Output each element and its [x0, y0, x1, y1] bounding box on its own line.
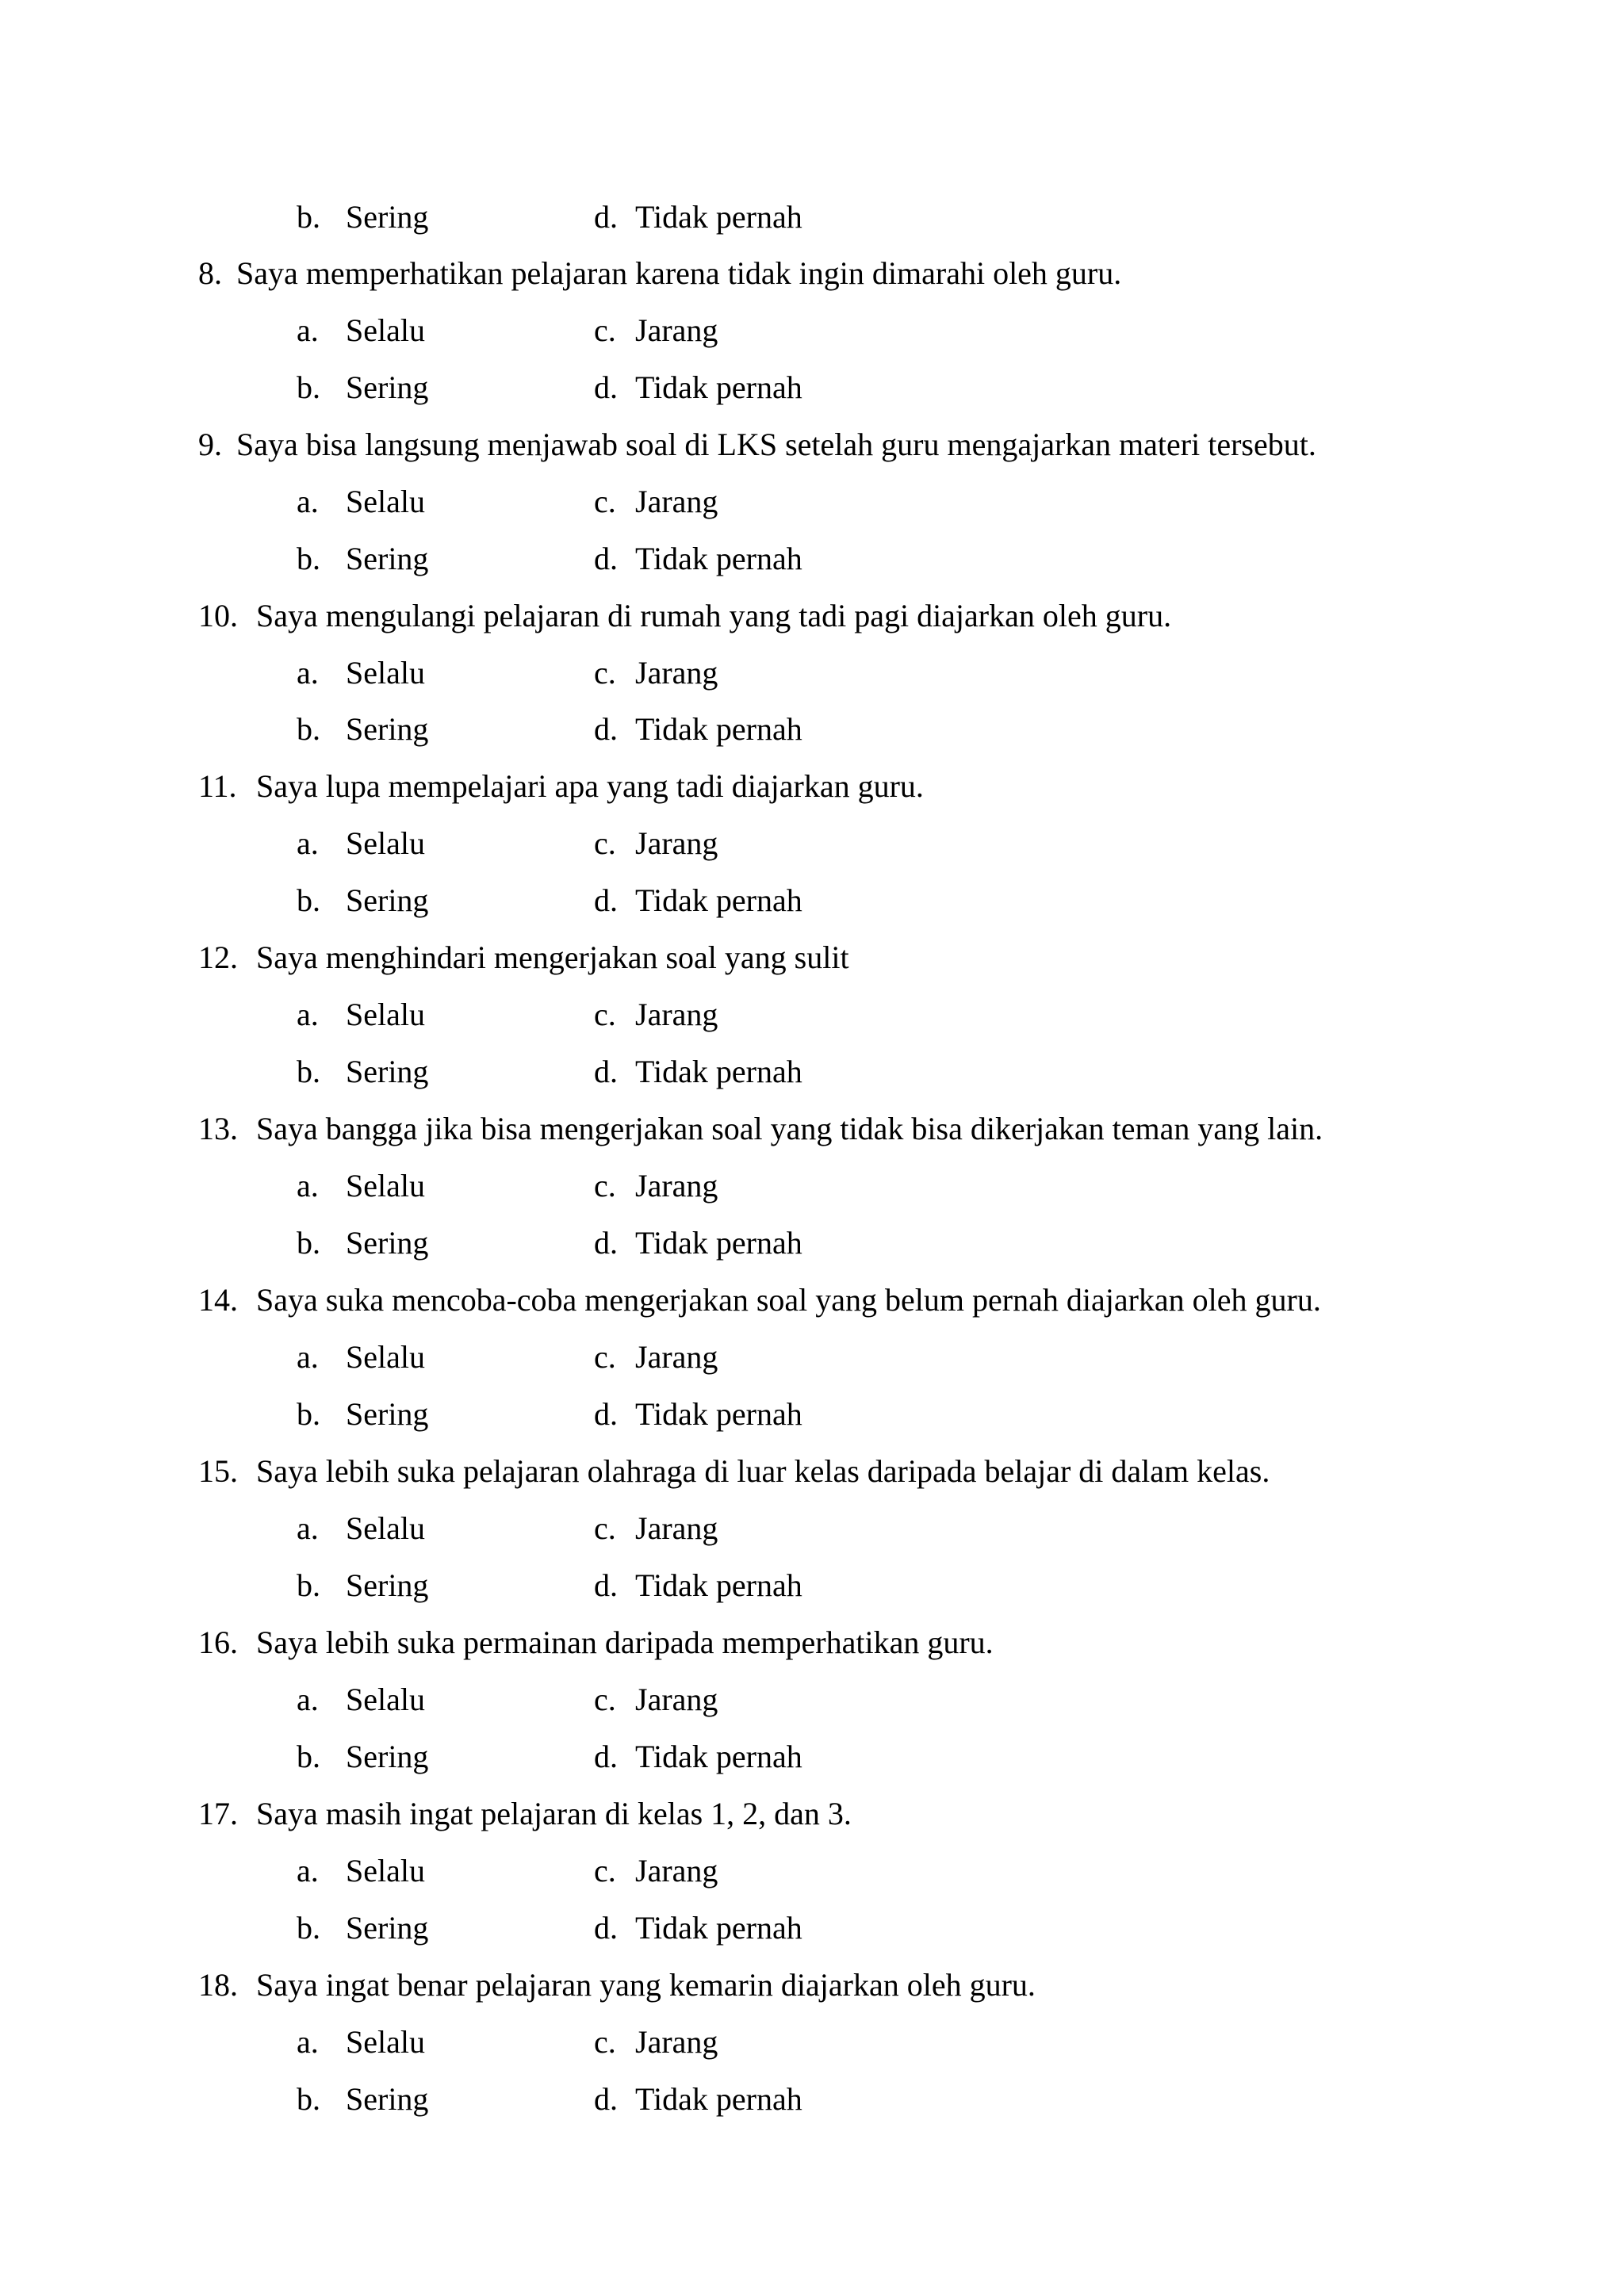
option-a-letter: a. — [297, 655, 319, 691]
option-b-text: Sering — [346, 711, 429, 747]
option-d-letter: d. — [594, 1396, 618, 1432]
option-d-letter: d. — [594, 199, 618, 235]
option-d-letter: d. — [594, 1739, 618, 1774]
option-a-text: Selalu — [346, 1510, 425, 1546]
option-c-letter: c. — [594, 1168, 616, 1203]
question-number: 18. — [198, 1967, 238, 2003]
option-d-text: Tidak pernah — [635, 199, 802, 235]
option-b-text: Sering — [346, 882, 429, 918]
option-c-text: Jarang — [635, 825, 718, 861]
option-a-text: Selalu — [346, 2024, 425, 2060]
option-b-letter: b. — [297, 882, 320, 918]
option-a-letter: a. — [297, 1510, 319, 1546]
option-c-letter: c. — [594, 655, 616, 691]
option-c-letter: c. — [594, 1510, 616, 1546]
option-c-letter: c. — [594, 1339, 616, 1375]
option-d-letter: d. — [594, 1225, 618, 1261]
option-a-text: Selalu — [346, 997, 425, 1032]
question-text: Saya bisa langsung menjawab soal di LKS setelah guru mengajarkan materi tersebut. — [236, 427, 1316, 462]
option-d-letter: d. — [594, 2081, 618, 2117]
question-number: 13. — [198, 1111, 238, 1146]
option-c-text: Jarang — [635, 655, 718, 691]
option-a-letter: a. — [297, 2024, 319, 2060]
question-number: 9. — [198, 427, 222, 462]
option-c-letter: c. — [594, 1853, 616, 1888]
option-a-text: Selalu — [346, 484, 425, 519]
option-d-text: Tidak pernah — [635, 541, 802, 576]
option-b-text: Sering — [346, 1225, 429, 1261]
option-a-letter: a. — [297, 1682, 319, 1717]
option-c-letter: c. — [594, 2024, 616, 2060]
option-b-letter: b. — [297, 711, 320, 747]
option-c-letter: c. — [594, 484, 616, 519]
option-a-text: Selalu — [346, 1682, 425, 1717]
option-b-text: Sering — [346, 1910, 429, 1946]
option-a-text: Selalu — [346, 312, 425, 348]
option-d-text: Tidak pernah — [635, 2081, 802, 2117]
question-text: Saya menghindari mengerjakan soal yang sulit — [256, 939, 849, 975]
option-d-letter: d. — [594, 882, 618, 918]
question-text: Saya lebih suka permainan daripada memperhatikan guru. — [256, 1624, 994, 1660]
option-c-letter: c. — [594, 997, 616, 1032]
option-d-text: Tidak pernah — [635, 369, 802, 405]
option-d-letter: d. — [594, 541, 618, 576]
option-b-text: Sering — [346, 541, 429, 576]
question-text: Saya memperhatikan pelajaran karena tidak ingin dimarahi oleh guru. — [236, 255, 1122, 291]
option-c-text: Jarang — [635, 312, 718, 348]
option-c-text: Jarang — [635, 484, 718, 519]
option-c-text: Jarang — [635, 1510, 718, 1546]
option-c-letter: c. — [594, 825, 616, 861]
option-a-letter: a. — [297, 1339, 319, 1375]
question-number: 15. — [198, 1453, 238, 1489]
option-d-text: Tidak pernah — [635, 882, 802, 918]
option-d-letter: d. — [594, 1567, 618, 1603]
question-number: 8. — [198, 255, 222, 291]
option-c-text: Jarang — [635, 1168, 718, 1203]
option-c-letter: c. — [594, 312, 616, 348]
option-a-letter: a. — [297, 484, 319, 519]
option-b-letter: b. — [297, 541, 320, 576]
option-b-letter: b. — [297, 1910, 320, 1946]
question-number: 14. — [198, 1282, 238, 1318]
question-text: Saya lebih suka pelajaran olahraga di luar kelas daripada belajar di dalam kelas. — [256, 1453, 1270, 1489]
option-c-text: Jarang — [635, 1853, 718, 1888]
option-d-text: Tidak pernah — [635, 1739, 802, 1774]
option-d-text: Tidak pernah — [635, 1225, 802, 1261]
option-d-letter: d. — [594, 369, 618, 405]
option-b-letter: b. — [297, 199, 320, 235]
option-c-text: Jarang — [635, 997, 718, 1032]
option-a-text: Selalu — [346, 1168, 425, 1203]
question-text: Saya masih ingat pelajaran di kelas 1, 2, dan 3. — [256, 1796, 852, 1831]
option-b-text: Sering — [346, 1396, 429, 1432]
option-d-letter: d. — [594, 711, 618, 747]
question-number: 11. — [198, 768, 237, 804]
option-c-text: Jarang — [635, 1339, 718, 1375]
option-b-text: Sering — [346, 1567, 429, 1603]
option-c-text: Jarang — [635, 1682, 718, 1717]
option-a-letter: a. — [297, 1853, 319, 1888]
option-a-letter: a. — [297, 312, 319, 348]
option-b-letter: b. — [297, 1567, 320, 1603]
question-text: Saya suka mencoba-coba mengerjakan soal yang belum pernah diajarkan oleh guru. — [256, 1282, 1321, 1318]
question-text: Saya lupa mempelajari apa yang tadi diajarkan guru. — [256, 768, 924, 804]
option-b-letter: b. — [297, 1225, 320, 1261]
option-d-text: Tidak pernah — [635, 1910, 802, 1946]
option-b-text: Sering — [346, 1054, 429, 1089]
option-c-text: Jarang — [635, 2024, 718, 2060]
option-b-letter: b. — [297, 369, 320, 405]
question-text: Saya ingat benar pelajaran yang kemarin diajarkan oleh guru. — [256, 1967, 1036, 2003]
option-a-text: Selalu — [346, 825, 425, 861]
option-a-text: Selalu — [346, 655, 425, 691]
option-d-text: Tidak pernah — [635, 1567, 802, 1603]
option-b-text: Sering — [346, 369, 429, 405]
question-number: 10. — [198, 598, 238, 633]
option-a-letter: a. — [297, 997, 319, 1032]
option-d-text: Tidak pernah — [635, 1054, 802, 1089]
question-text: Saya bangga jika bisa mengerjakan soal yang tidak bisa dikerjakan teman yang lain. — [256, 1111, 1323, 1146]
option-d-text: Tidak pernah — [635, 1396, 802, 1432]
question-number: 12. — [198, 939, 238, 975]
option-b-text: Sering — [346, 199, 429, 235]
option-b-text: Sering — [346, 1739, 429, 1774]
option-d-letter: d. — [594, 1054, 618, 1089]
option-d-letter: d. — [594, 1910, 618, 1946]
option-b-letter: b. — [297, 1054, 320, 1089]
question-number: 16. — [198, 1624, 238, 1660]
question-number: 17. — [198, 1796, 238, 1831]
option-b-letter: b. — [297, 2081, 320, 2117]
option-b-letter: b. — [297, 1396, 320, 1432]
option-a-letter: a. — [297, 825, 319, 861]
option-d-text: Tidak pernah — [635, 711, 802, 747]
option-b-text: Sering — [346, 2081, 429, 2117]
option-a-letter: a. — [297, 1168, 319, 1203]
option-c-letter: c. — [594, 1682, 616, 1717]
option-a-text: Selalu — [346, 1853, 425, 1888]
option-b-letter: b. — [297, 1739, 320, 1774]
question-text: Saya mengulangi pelajaran di rumah yang tadi pagi diajarkan oleh guru. — [256, 598, 1172, 633]
option-a-text: Selalu — [346, 1339, 425, 1375]
